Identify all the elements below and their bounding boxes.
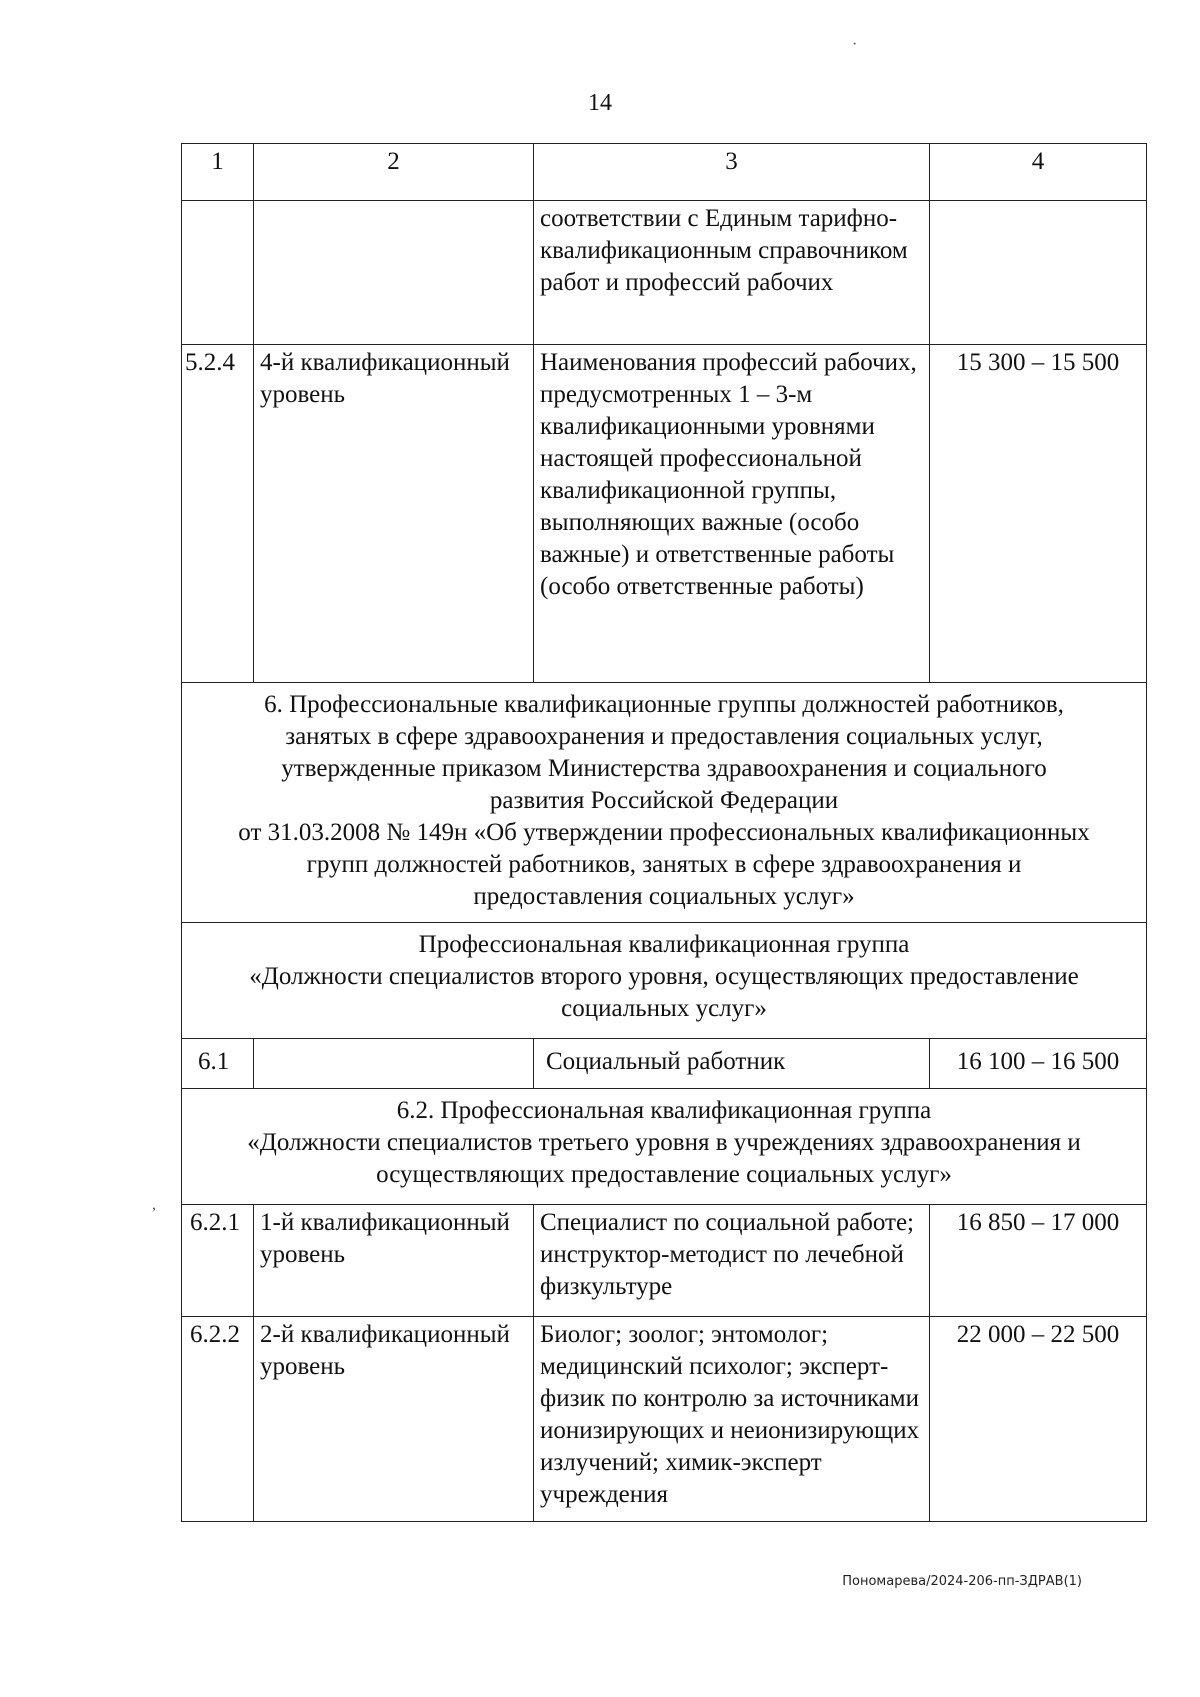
scan-speck: · [852, 36, 858, 53]
column-number-1: 1 [182, 144, 254, 201]
description-cell: Наименования профессий рабочих, предусмотренных 1 – 3-м квалификационными уровнями настоящей профессиональной квалификационной группы, выполняющих важные (особо важные) и ответственные работы (особо ответственные работы) [534, 345, 930, 683]
table-row [182, 201, 1147, 345]
document-code: Пономарева/2024-206-пп-ЗДРАВ(1) [842, 1574, 1082, 1589]
group-second-level-heading: Профессиональная квалификационная группа «Должности специалистов второго уровня, осуществляющих предоставление социальных услуг» [182, 923, 1147, 1039]
group-heading-row [182, 1089, 1147, 1205]
section-heading-row [182, 683, 1147, 923]
scan-speck: , [152, 1196, 156, 1213]
salary-table [181, 143, 1147, 1522]
code-cell: 6.1 [182, 1039, 254, 1089]
level-cell: 4-й квалификационный уровень [254, 345, 534, 683]
level-cell: 1-й квалификационный уровень [254, 1205, 534, 1317]
code-cell [182, 201, 254, 345]
code-cell: 5.2.4 [182, 345, 254, 683]
section-6-heading: 6. Профессиональные квалификационные группы должностей работников, занятых в сфере здравоохранения и предоставления социальных услуг, утвержденные приказом Министерства здравоохранения и социального развития Российской Федерации от 31.03.2008 № 149н «Об утверждении профессиональных квалификационных групп должностей работников, занятых в сфере здравоохранения и предоставления социальных услуг» [182, 683, 1147, 923]
description-cell: Биолог; зоолог; энтомолог; медицинский психолог; эксперт-физик по контролю за источниками ионизирующих и неионизирующих излучений; химик-эксперт учреждения [534, 1317, 930, 1522]
salary-cell: 16 100 – 16 500 [930, 1039, 1147, 1089]
salary-cell: 16 850 – 17 000 [930, 1205, 1147, 1317]
level-cell [254, 201, 534, 345]
level-cell: 2-й квалификационный уровень [254, 1317, 534, 1522]
salary-cell: 22 000 – 22 500 [930, 1317, 1147, 1522]
salary-cell: 15 300 – 15 500 [930, 345, 1147, 683]
code-cell: 6.2.1 [182, 1205, 254, 1317]
description-cell: Специалист по социальной работе; инструктор-методист по лечебной физкультуре [534, 1205, 930, 1317]
description-cell: Социальный работник [534, 1039, 930, 1089]
column-number-4: 4 [930, 144, 1147, 201]
description-cell: соответствии с Единым тарифно-квалификационным справочником работ и профессий рабочих [534, 201, 930, 345]
column-number-2: 2 [254, 144, 534, 201]
table-row [182, 1039, 1147, 1089]
table-row [182, 1317, 1147, 1522]
salary-cell [930, 201, 1147, 345]
group-6-2-heading: 6.2. Профессиональная квалификационная группа «Должности специалистов третьего уровня в учреждениях здравоохранения и осуществляющих предоставление социальных услуг» [182, 1089, 1147, 1205]
code-cell: 6.2.2 [182, 1317, 254, 1522]
page-number: 14 [588, 90, 612, 116]
column-number-row [182, 144, 1147, 201]
column-number-3: 3 [534, 144, 930, 201]
level-cell [254, 1039, 534, 1089]
table-row [182, 1205, 1147, 1317]
group-heading-row [182, 923, 1147, 1039]
table-row [182, 345, 1147, 683]
